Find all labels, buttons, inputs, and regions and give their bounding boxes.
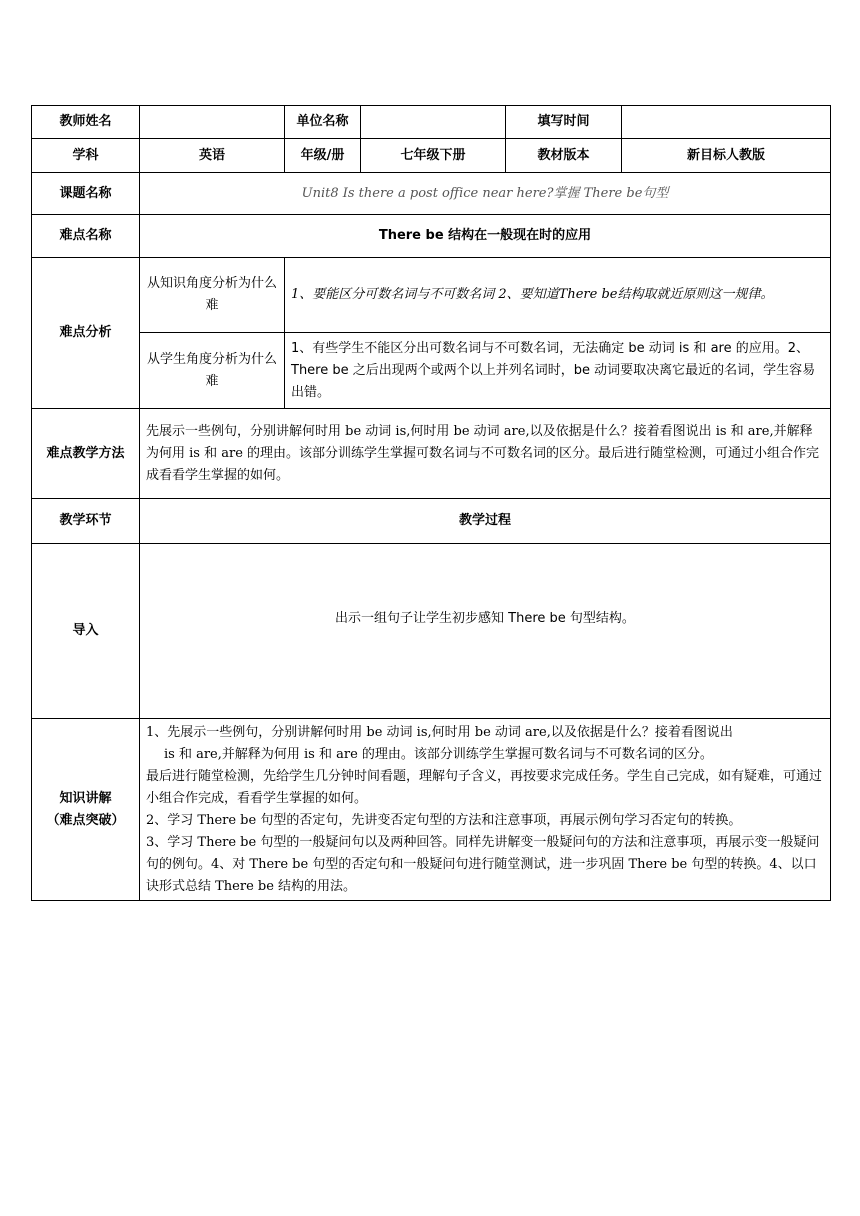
grade-value: 七年级下册 (361, 139, 506, 173)
intro-row (32, 544, 831, 719)
unit-name-label: 单位名称 (285, 106, 361, 139)
topic-row (32, 173, 831, 215)
knowledge-paragraph-2: 最后进行随堂检测，先给学生几分钟时间看题，理解句子含义，再按要求完成任务。学生自己完成，如有疑难，可通过小组合作完成，看看学生掌握的如何。 (146, 768, 823, 806)
teacher-name-cell[interactable] (140, 106, 285, 139)
topic-value: Unit8 Is there a post office near here?掌握 There be句型 (140, 173, 831, 215)
intro-text: 出示一组句子让学生初步感知 There be 句型结构。 (140, 544, 831, 719)
unit-name-cell[interactable] (361, 106, 506, 139)
lesson-plan-table (31, 105, 831, 901)
fill-date-cell[interactable] (622, 106, 831, 139)
knowledge-paragraph-4: 3、学习 There be 句型的一般疑问句以及两种回答。同样先讲解变一般疑问句的方法和注意事项，再展示变一般疑问句的例句。4、对 There be 句型的否定句和一般疑问句进行随堂测试，进一步巩固 There be 句型的转换。4、以口诀形式总结 There be 结构的用法。 (146, 834, 820, 894)
knowledge-label-line2: （难点突破） (46, 812, 125, 828)
topic-label: 课题名称 (32, 173, 140, 215)
student-angle-text: 1、有些学生不能区分出可数名词与不可数名词，无法确定 be 动词 is 和 are 的应用。2、There be 之后出现两个或两个以上并列名词时，be 动词要取决离它最近的名词，学生容易出错。 (285, 333, 831, 409)
knowledge-row (32, 719, 831, 901)
analysis-row-knowledge (32, 258, 831, 333)
difficulty-row (32, 215, 831, 258)
process-header-row (32, 499, 831, 544)
subject-label: 学科 (32, 139, 140, 173)
method-row (32, 409, 831, 499)
student-angle-label: 从学生角度分析为什么难 (140, 333, 285, 409)
info-row-1 (32, 106, 831, 139)
knowledge-label (32, 719, 140, 901)
edition-label: 教材版本 (506, 139, 622, 173)
method-label: 难点教学方法 (32, 409, 140, 499)
knowledge-text (140, 719, 831, 901)
analysis-row-student (32, 333, 831, 409)
grade-label: 年级/册 (285, 139, 361, 173)
knowledge-angle-text: 1、要能区分可数名词与不可数名词 2、要知道There be结构取就近原则这一规律。 (285, 258, 831, 333)
fill-date-label: 填写时间 (506, 106, 622, 139)
knowledge-angle-label: 从知识角度分析为什么难 (140, 258, 285, 333)
knowledge-paragraph-3: 2、学习 There be 句型的否定句，先讲变否定句型的方法和注意事项，再展示例句学习否定句的转换。 (146, 812, 742, 828)
teacher-name-label: 教师姓名 (32, 106, 140, 139)
knowledge-paragraph-1: 1、先展示一些例句，分别讲解何时用 be 动词 is,何时用 be 动词 are,以及依据是什么？接着看图说出 (146, 724, 733, 740)
process-header: 教学过程 (140, 499, 831, 544)
info-row-2 (32, 139, 831, 173)
analysis-label: 难点分析 (32, 258, 140, 409)
difficulty-value: There be 结构在一般现在时的应用 (140, 215, 831, 258)
knowledge-paragraph-1b: is 和 are,并解释为何用 is 和 are 的理由。该部分训练学生掌握可数名词与不可数名词的区分。 (164, 746, 713, 762)
intro-label: 导入 (32, 544, 140, 719)
subject-value: 英语 (140, 139, 285, 173)
edition-value: 新目标人教版 (622, 139, 831, 173)
method-text: 先展示一些例句，分别讲解何时用 be 动词 is,何时用 be 动词 are,以及依据是什么？接着看图说出 is 和 are,并解释为何用 is 和 are 的理由。该部分训练学生掌握可数名词与不可数名词的区分。最后进行随堂检测，可通过小组合作完成看看学生掌握的如何。 (140, 409, 831, 499)
knowledge-label-line1: 知识讲解 (59, 790, 112, 806)
stage-header: 教学环节 (32, 499, 140, 544)
difficulty-label: 难点名称 (32, 215, 140, 258)
